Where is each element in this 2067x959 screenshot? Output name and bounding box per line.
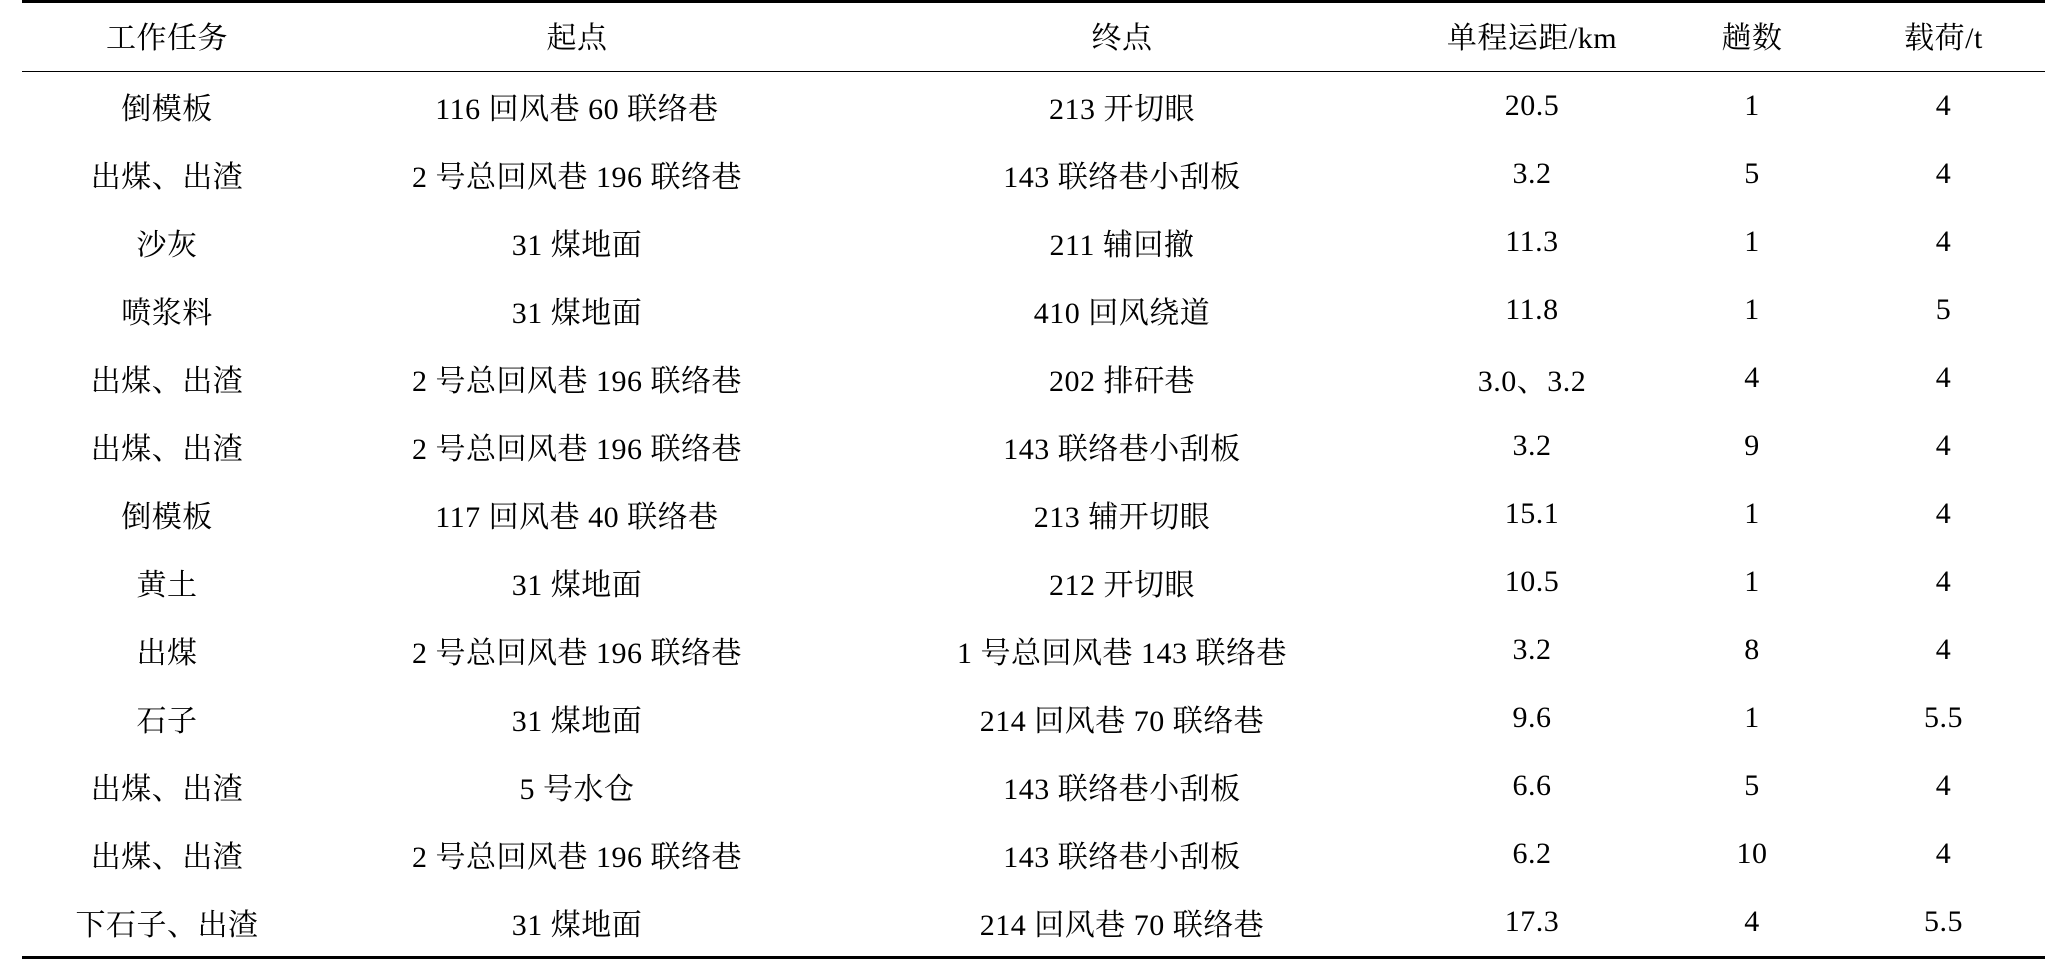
cell-destination: 143 联络巷小刮板 [1003,773,1241,806]
cell-origin: 5 号水仓 [519,773,635,806]
cell-distance: 3.2 [1512,429,1552,462]
table-row [22,344,2045,412]
cell-distance: 6.6 [1512,769,1552,802]
cell-task: 黄土 [136,569,198,602]
column-header-trips: 趟数 [1721,22,1783,55]
table-row [22,208,2045,276]
cell-trips: 1 [1744,89,1760,122]
table-row [22,480,2045,548]
table-row [22,276,2045,344]
cell-trips: 1 [1744,565,1760,598]
cell-origin: 2 号总回风巷 196 联络巷 [412,161,742,194]
cell-origin: 31 煤地面 [511,909,643,942]
table-row [22,888,2045,958]
cell-destination: 214 回风巷 70 联络巷 [979,909,1265,942]
table-row [22,616,2045,684]
cell-distance: 11.8 [1505,293,1559,326]
cell-load: 5 [1935,293,1952,326]
cell-trips: 1 [1744,225,1760,258]
cell-trips: 8 [1744,633,1760,666]
cell-origin: 2 号总回风巷 196 联络巷 [412,637,742,670]
table-header [22,2,2045,72]
cell-load: 4 [1935,837,1952,870]
table-row [22,752,2045,820]
cell-origin: 31 煤地面 [511,705,643,738]
cell-distance: 17.3 [1504,905,1560,938]
cell-task: 出煤 [136,637,198,670]
table-row [22,72,2045,141]
column-header-destination: 终点 [1091,22,1153,55]
cell-destination: 202 排矸巷 [1049,365,1195,398]
table-row [22,548,2045,616]
cell-load: 4 [1935,565,1952,598]
cell-task: 下石子、出渣 [75,909,259,942]
column-header-task: 工作任务 [106,22,228,55]
cell-load: 4 [1935,157,1952,190]
cell-origin: 2 号总回风巷 196 联络巷 [412,841,742,874]
cell-task: 石子 [136,705,198,738]
cell-load: 4 [1935,769,1952,802]
table-body [22,72,2045,958]
cell-distance: 3.0、3.2 [1477,365,1587,398]
table-row [22,820,2045,888]
table-row [22,412,2045,480]
cell-origin: 2 号总回风巷 196 联络巷 [412,433,742,466]
cell-load: 4 [1935,497,1952,530]
cell-origin: 31 煤地面 [511,569,643,602]
cell-distance: 11.3 [1505,225,1559,258]
cell-trips: 1 [1744,497,1760,530]
cell-load: 5.5 [1924,905,1963,938]
cell-load: 4 [1935,633,1952,666]
cell-load: 4 [1935,429,1952,462]
cell-load: 5.5 [1924,701,1963,734]
cell-destination: 213 辅开切眼 [1033,501,1211,534]
cell-destination: 213 开切眼 [1049,93,1195,126]
cell-task: 倒模板 [121,93,213,126]
table-row [22,140,2045,208]
transport-task-table [22,0,2045,959]
cell-destination: 214 回风巷 70 联络巷 [979,705,1265,738]
cell-task: 出煤、出渣 [90,773,244,806]
cell-distance: 10.5 [1504,565,1560,598]
cell-origin: 31 煤地面 [511,297,643,330]
cell-distance: 3.2 [1512,157,1552,190]
cell-origin: 2 号总回风巷 196 联络巷 [412,365,742,398]
cell-destination: 143 联络巷小刮板 [1003,161,1241,194]
cell-task: 倒模板 [121,501,213,534]
cell-load: 4 [1935,89,1952,122]
cell-origin: 117 回风巷 40 联络巷 [435,501,719,534]
cell-trips: 9 [1744,429,1760,462]
cell-destination: 211 辅回撤 [1049,229,1195,262]
table-header-row [22,2,2045,72]
cell-trips: 1 [1744,701,1760,734]
cell-task: 喷浆料 [121,297,213,330]
cell-distance: 15.1 [1504,497,1560,530]
cell-origin: 116 回风巷 60 联络巷 [435,93,719,126]
cell-distance: 6.2 [1512,837,1552,870]
cell-destination: 410 回风绕道 [1033,297,1211,330]
cell-distance: 20.5 [1504,89,1560,122]
cell-trips: 5 [1744,157,1760,190]
cell-destination: 143 联络巷小刮板 [1003,841,1241,874]
cell-distance: 9.6 [1512,701,1552,734]
cell-task: 出煤、出渣 [90,841,244,874]
cell-origin: 31 煤地面 [511,229,643,262]
cell-trips: 4 [1744,905,1760,938]
cell-trips: 4 [1744,361,1760,394]
cell-trips: 5 [1744,769,1760,802]
cell-task: 出煤、出渣 [90,433,244,466]
cell-load: 4 [1935,225,1952,258]
cell-task: 沙灰 [136,229,198,262]
cell-load: 4 [1935,361,1952,394]
cell-trips: 1 [1744,293,1760,326]
table-row [22,684,2045,752]
column-header-load: 载荷/t [1904,22,1983,55]
cell-trips: 10 [1736,837,1768,870]
cell-destination: 1 号总回风巷 143 联络巷 [957,637,1287,670]
column-header-distance: 单程运距/km [1446,22,1618,55]
cell-destination: 212 开切眼 [1049,569,1195,602]
column-header-origin: 起点 [546,22,608,55]
cell-task: 出煤、出渣 [90,365,244,398]
cell-task: 出煤、出渣 [90,161,244,194]
cell-distance: 3.2 [1512,633,1552,666]
cell-destination: 143 联络巷小刮板 [1003,433,1241,466]
